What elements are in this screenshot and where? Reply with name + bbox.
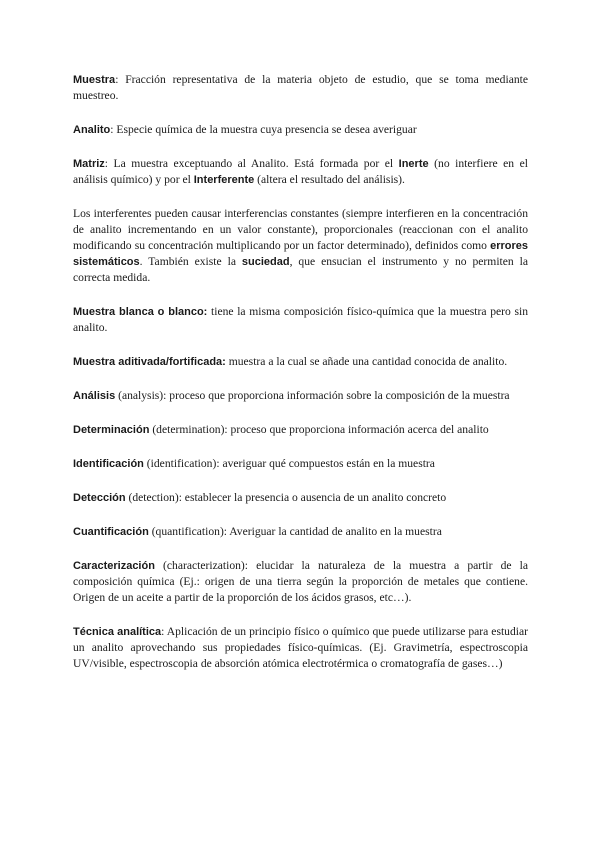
term-determinacion: Determinación	[73, 424, 150, 436]
body-text: Los interferentes pueden causar interferencias constantes (siempre interfieren en la concentración de analito incrementando en un valor constante), proporcionales (reaccionan con el analito modificando su concentración multiplicando por un factor determinado), definidos como	[73, 207, 528, 252]
body-text: . También existe la	[139, 255, 242, 268]
separator: :	[161, 625, 167, 638]
term-matriz: Matriz	[73, 158, 105, 170]
term-muestra: Muestra	[73, 74, 116, 86]
term-caracterizacion: Caracterización	[73, 560, 155, 572]
term-analito: Analito	[73, 124, 111, 136]
definition-caracterizacion	[73, 558, 528, 606]
term-cuantificacion: Cuantificación	[73, 526, 149, 538]
definition-muestra	[73, 72, 528, 104]
definition-text: (analysis): proceso que proporciona información sobre la composición de la muestra	[115, 389, 510, 402]
term-deteccion: Detección	[73, 492, 126, 504]
term-muestra-aditivada: Muestra aditivada/fortificada:	[73, 356, 226, 368]
definition-determinacion	[73, 422, 528, 438]
definition-muestra-aditivada	[73, 354, 528, 370]
definition-text: (quantification): Averiguar la cantidad de analito en la muestra	[148, 525, 442, 538]
definition-text: Fracción representativa de la materia objeto de estudio, que se toma mediante muestreo.	[73, 73, 528, 102]
definition-text: (identification): averiguar qué compuestos están en la muestra	[143, 457, 435, 470]
definition-text: Especie química de la muestra cuya presencia se desea averiguar	[116, 123, 417, 136]
definition-analisis	[73, 388, 528, 404]
definition-tecnica-analitica	[73, 624, 528, 672]
term-tecnica-analitica: Técnica analítica	[73, 626, 162, 638]
body-text: , que ensucian el instrumento y no permiten la correcta medida.	[73, 255, 529, 284]
definition-text: Aplicación de un principio físico o químico que puede utilizarse para estudiar un analito aprovechando sus propiedades físico-químicas. (Ej. Gravimetría, espectroscopia UV/visible, espectroscopia de absorción atómica electrotérmica o cromatografía de gases…)	[73, 625, 528, 670]
definition-cuantificacion	[73, 524, 528, 540]
definition-text: tiene la misma composición físico-química que la muestra pero sin analito.	[73, 305, 528, 334]
definition-matriz	[73, 156, 528, 188]
bold-errores-sistematicos: errores sistemáticos	[73, 240, 528, 268]
bold-interferente: Interferente	[193, 174, 255, 186]
paragraph-interferentes	[73, 206, 528, 286]
definition-muestra-blanca	[73, 304, 528, 336]
definition-text: La muestra exceptuando al Analito. Está formada por el	[113, 157, 399, 170]
definition-identificacion	[73, 456, 528, 472]
term-muestra-blanca: Muestra blanca o blanco:	[73, 306, 208, 318]
term-analisis: Análisis	[73, 390, 116, 402]
definition-text: (determination): proceso que proporciona información acerca del analito	[149, 423, 489, 436]
separator: :	[115, 73, 126, 86]
definition-text: (characterization): elucidar la naturaleza de la muestra a partir de la composición química (Ej.: origen de una tierra según la proporción de metales que contiene. Origen de un aceite a partir de la proporción de los ácidos grasos, etc…).	[73, 559, 528, 604]
definition-deteccion	[73, 490, 528, 506]
definition-analito	[73, 122, 528, 138]
separator: :	[104, 157, 114, 170]
separator: :	[110, 123, 117, 136]
bold-suciedad: suciedad	[241, 256, 290, 268]
definition-text: (no interfiere en el análisis químico) y por el	[73, 157, 528, 186]
term-identificacion: Identificación	[73, 458, 144, 470]
definition-text: (altera el resultado del análisis).	[254, 173, 405, 186]
definition-text: muestra a la cual se añade una cantidad conocida de analito.	[225, 355, 508, 368]
definition-text: (detection): establecer la presencia o ausencia de un analito concreto	[125, 491, 447, 504]
bold-inerte: Inerte	[398, 158, 429, 170]
